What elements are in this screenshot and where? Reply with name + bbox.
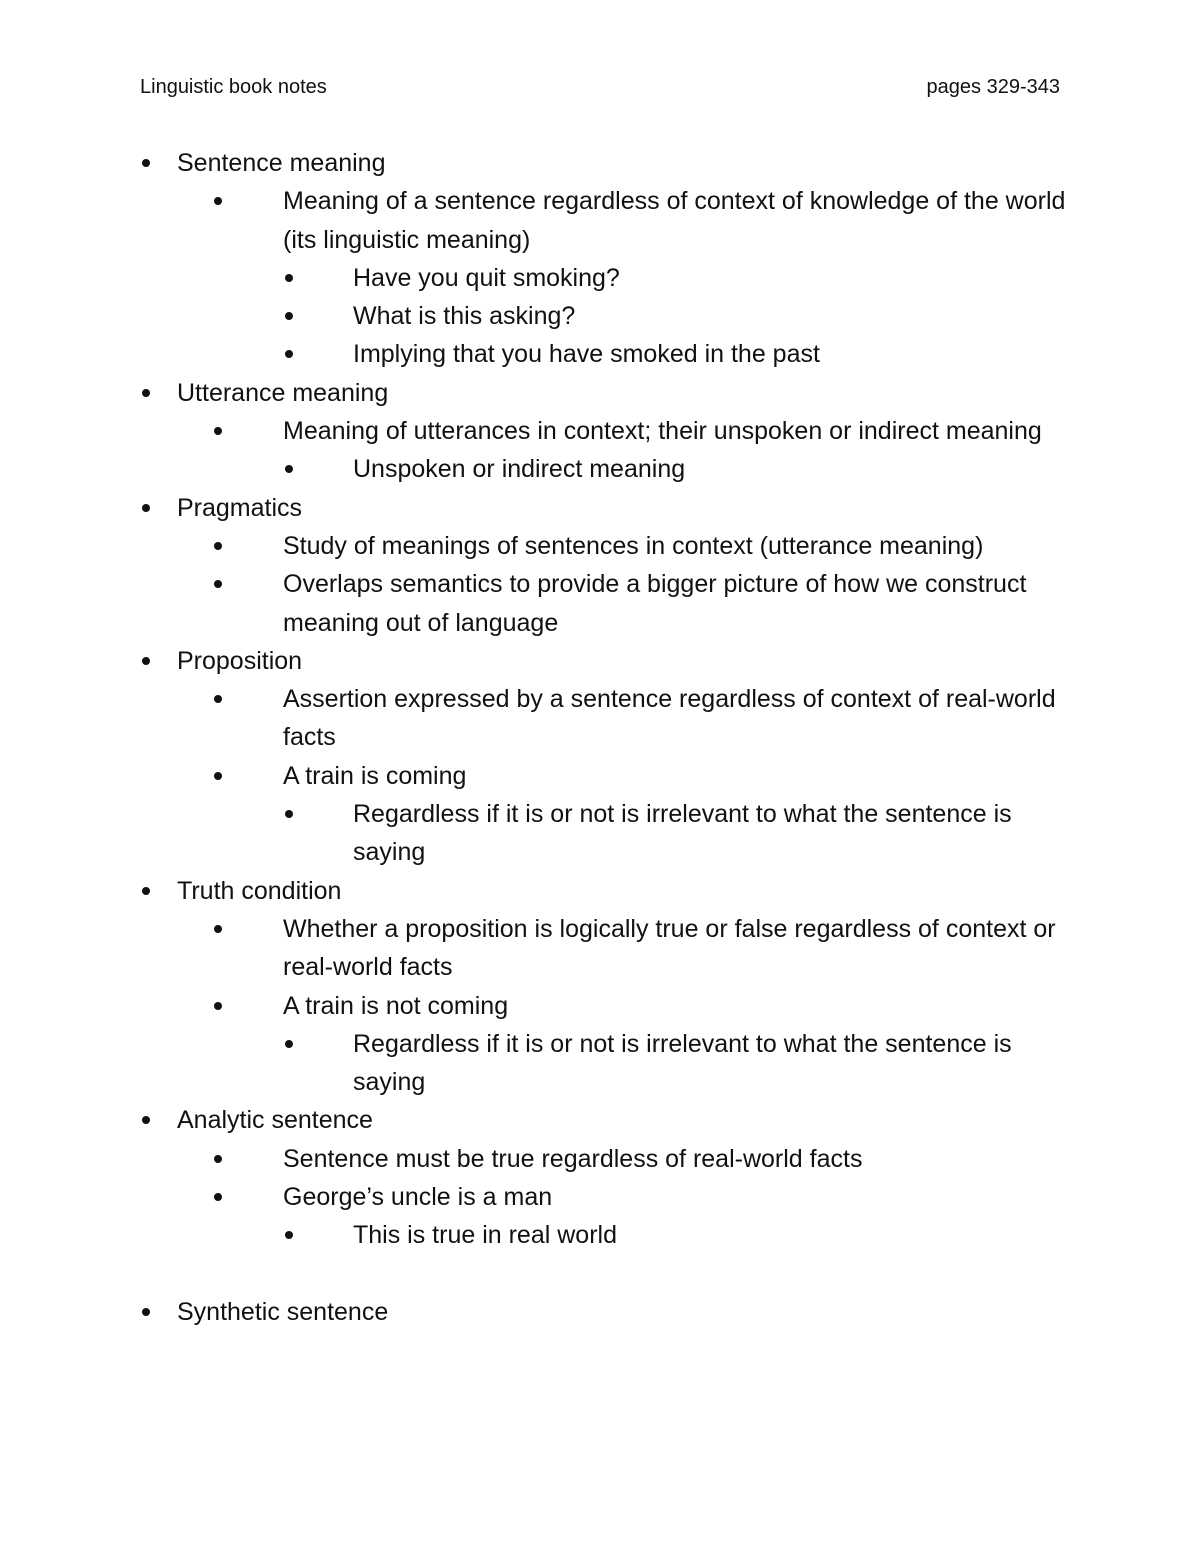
list-item: This is true in real world: [140, 1216, 1070, 1254]
list-item: Sentence meaning: [140, 144, 1070, 182]
list-item: Proposition: [140, 642, 1070, 680]
list-item: Synthetic sentence: [140, 1293, 1070, 1331]
list-item: Pragmatics: [140, 489, 1070, 527]
list-item: Meaning of a sentence regardless of context of knowledge of the world (its linguistic meaning): [140, 182, 1070, 259]
notes-list: [140, 144, 1070, 1331]
list-item: Regardless if it is or not is irrelevant to what the sentence is saying: [140, 795, 1070, 872]
list-item: Unspoken or indirect meaning: [140, 450, 1070, 488]
list-item: Regardless if it is or not is irrelevant to what the sentence is saying: [140, 1025, 1070, 1102]
list-item: George’s uncle is a man: [140, 1178, 1070, 1216]
list-item: Meaning of utterances in context; their unspoken or indirect meaning: [140, 412, 1070, 450]
list-item: Sentence must be true regardless of real-world facts: [140, 1140, 1070, 1178]
list-item: What is this asking?: [140, 297, 1070, 335]
list-item: Analytic sentence: [140, 1101, 1070, 1139]
list-item: A train is coming: [140, 757, 1070, 795]
list-item: Have you quit smoking?: [140, 259, 1070, 297]
document-title: Linguistic book notes: [140, 76, 327, 98]
list-item: Study of meanings of sentences in context (utterance meaning): [140, 527, 1070, 565]
list-item: Overlaps semantics to provide a bigger picture of how we construct meaning out of language: [140, 565, 1070, 642]
page-header: [140, 72, 1060, 102]
list-item: A train is not coming: [140, 987, 1070, 1025]
list-item: Truth condition: [140, 872, 1070, 910]
list-item: Utterance meaning: [140, 374, 1070, 412]
list-item: Implying that you have smoked in the past: [140, 335, 1070, 373]
list-item: Whether a proposition is logically true or false regardless of context or real-world facts: [140, 910, 1070, 987]
page-range: pages 329-343: [926, 76, 1060, 98]
list-item: Assertion expressed by a sentence regardless of context of real-world facts: [140, 680, 1070, 757]
